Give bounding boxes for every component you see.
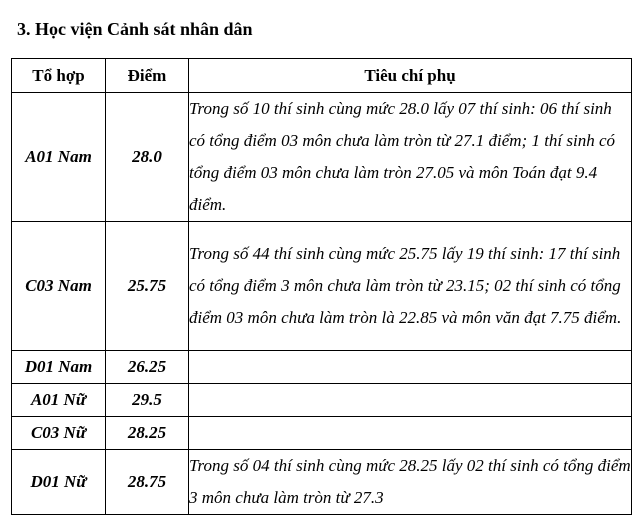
table-row — [12, 384, 632, 417]
table-row — [12, 417, 632, 450]
header-combination: Tổ hợp — [12, 59, 106, 93]
score-cell: 26.25 — [106, 351, 189, 384]
combination-cell: D01 Nam — [12, 351, 106, 384]
combination-cell: A01 Nữ — [12, 384, 106, 417]
criteria-cell: Trong số 10 thí sinh cùng mức 28.0 lấy 07 thí sinh: 06 thí sinh có tổng điểm 03 môn chưa làm tròn từ 27.1 điểm; 1 thí sinh có tổng điểm 03 môn chưa làm tròn 27.05 và môn Toán đạt 9.4 điểm. — [189, 93, 632, 222]
criteria-cell: Trong số 44 thí sinh cùng mức 25.75 lấy 19 thí sinh: 17 thí sinh có tổng điểm 3 môn chưa làm tròn từ 23.15; 02 thí sinh có tổng điểm 03 môn chưa làm tròn là 22.85 và môn văn đạt 7.75 điểm. — [189, 222, 632, 351]
score-cell: 29.5 — [106, 384, 189, 417]
score-cell: 28.25 — [106, 417, 189, 450]
combination-cell: A01 Nam — [12, 93, 106, 222]
table-row — [12, 450, 632, 515]
criteria-cell: Trong số 04 thí sinh cùng mức 28.25 lấy 02 thí sinh có tổng điểm 3 môn chưa làm tròn từ 27.3 — [189, 450, 632, 515]
combination-cell: D01 Nữ — [12, 450, 106, 515]
table-row — [12, 93, 632, 222]
header-score: Điểm — [106, 59, 189, 93]
admission-score-table — [11, 58, 632, 515]
header-criteria: Tiêu chí phụ — [189, 59, 632, 93]
combination-cell: C03 Nữ — [12, 417, 106, 450]
section-title: 3. Học viện Cảnh sát nhân dân — [17, 19, 253, 39]
criteria-cell — [189, 351, 632, 384]
score-cell: 25.75 — [106, 222, 189, 351]
criteria-cell — [189, 384, 632, 417]
table-row — [12, 222, 632, 351]
table-row — [12, 351, 632, 384]
score-cell: 28.75 — [106, 450, 189, 515]
table-header-row — [12, 59, 632, 93]
criteria-cell — [189, 417, 632, 450]
combination-cell: C03 Nam — [12, 222, 106, 351]
score-cell: 28.0 — [106, 93, 189, 222]
